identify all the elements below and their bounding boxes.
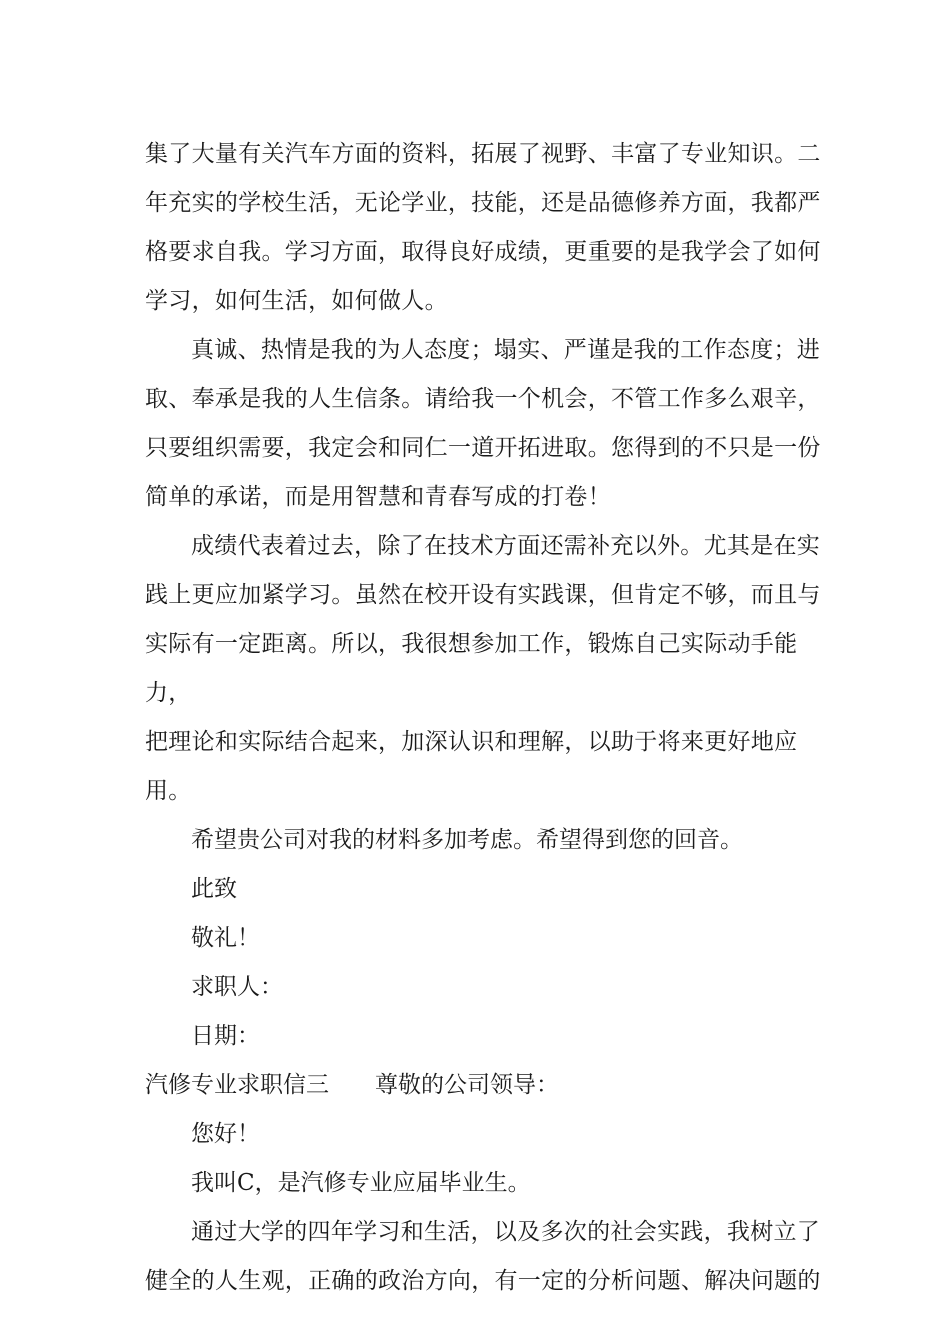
applicant-label: 求职人： xyxy=(191,974,283,1000)
text-line: 把理论和实际结合起来，加深认识和理解，以助于将来更好地应用。 xyxy=(145,729,798,804)
text-line: 学习，如何生活，如何做人。 xyxy=(145,288,448,314)
letter-3-greeting: 尊敬的公司领导： xyxy=(375,1072,559,1098)
text-line: 简单的承诺，而是用智慧和青春写成的打卷！ xyxy=(145,484,611,510)
text-line: 健全的人生观，正确的政治方向，有一定的分析问题、解决问题的 xyxy=(145,1268,821,1294)
letter-3-body xyxy=(145,1208,830,1306)
date-label: 日期： xyxy=(191,1023,260,1049)
text-line: 实际有一定距离。所以，我很想参加工作，锻炼自己实际动手能力， xyxy=(145,631,798,706)
closing-regards: 敬礼！ xyxy=(191,925,260,951)
paragraph-1 xyxy=(145,130,830,326)
text-line: 取、奉承是我的人生信条。请给我一个机会，不管工作多么艰辛， xyxy=(145,386,821,412)
text-line: 真诚、热情是我的为人态度；塌实、严谨是我的工作态度；进 xyxy=(191,337,821,363)
text-line: 格要求自我。学习方面，取得良好成绩，更重要的是我学会了如何 xyxy=(145,239,821,265)
letter-3-hello: 您好！ xyxy=(191,1121,260,1147)
text-line: 践上更应加紧学习。虽然在校开设有实践课，但肯定不够，而且与 xyxy=(145,582,821,608)
closing-salutation: 此致 xyxy=(191,876,237,902)
text-line: 成绩代表着过去，除了在技术方面还需补充以外。尤其是在实 xyxy=(191,533,821,559)
letter-3-intro: 我叫C，是汽修专业应届毕业生。 xyxy=(191,1170,531,1196)
paragraph-3 xyxy=(145,522,830,816)
letter-3-title: 汽修专业求职信三 xyxy=(145,1072,329,1098)
closing-hope: 希望贵公司对我的材料多加考虑。希望得到您的回音。 xyxy=(191,827,743,853)
text-line: 通过大学的四年学习和生活，以及多次的社会实践，我树立了 xyxy=(191,1219,821,1245)
paragraph-2 xyxy=(145,326,830,522)
text-line: 集了大量有关汽车方面的资料，拓展了视野、丰富了专业知识。二 xyxy=(145,141,821,167)
text-line: 年充实的学校生活，无论学业，技能，还是品德修养方面，我都严 xyxy=(145,190,821,216)
text-line: 只要组织需要，我定会和同仁一道开拓进取。您得到的不只是一份 xyxy=(145,435,821,461)
letter-3-heading xyxy=(145,1061,830,1110)
